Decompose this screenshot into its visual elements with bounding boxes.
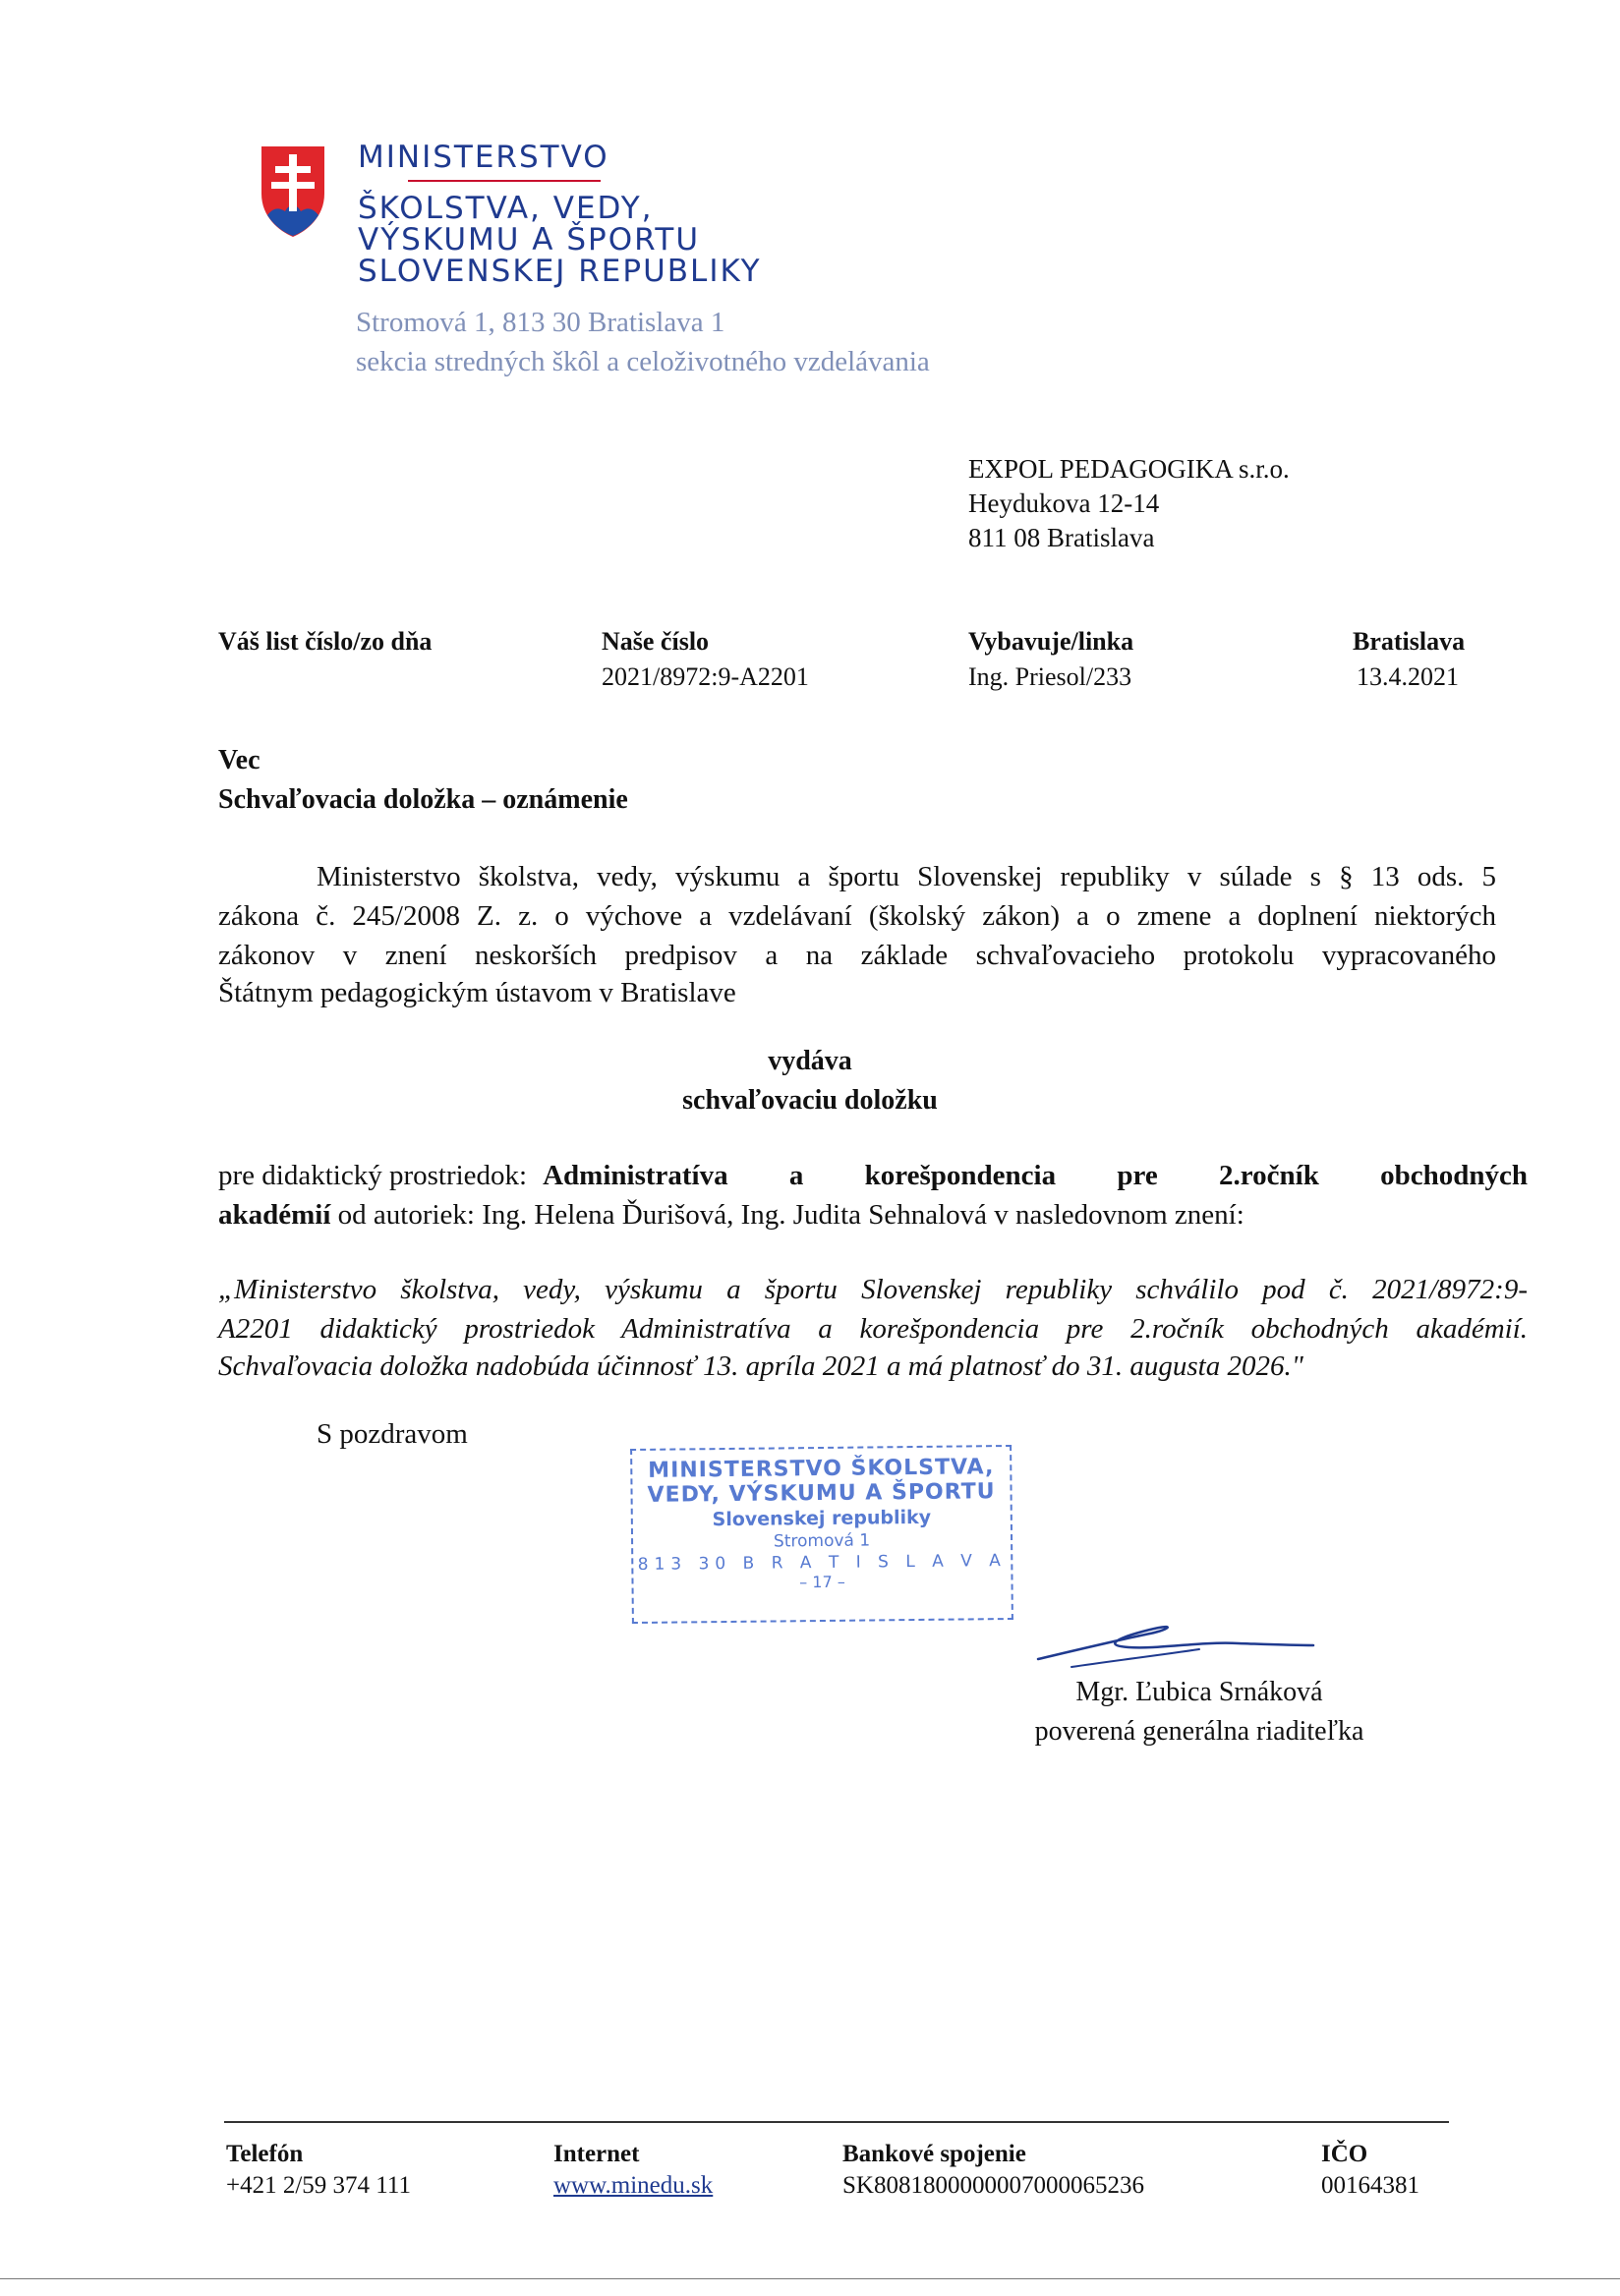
- recipient-street: Heydukova 12-14: [968, 488, 1160, 518]
- bank-account: SK8081800000007000065236: [842, 2172, 1144, 2199]
- ico-label: IČO: [1321, 2141, 1368, 2167]
- issues-verb: vydáva: [768, 1046, 852, 1076]
- website-link[interactable]: www.minedu.sk: [553, 2172, 714, 2199]
- issues-object: schvaľovaciu doložku: [682, 1085, 938, 1116]
- your-letter-label: Váš list číslo/zo dňa: [218, 627, 433, 656]
- org-name-line2: ŠKOLSTVA, VEDY,: [358, 191, 654, 226]
- official-stamp: [630, 1445, 1013, 1624]
- footer-rule: [224, 2121, 1449, 2123]
- body-paragraph-1-line-3: zákonov v znení neskorších predpisov a na základe schvaľovacieho protokolu vypracovaného: [218, 940, 1496, 971]
- stamp-line-3: Slovenskej republiky: [712, 1506, 932, 1531]
- stamp-line-5: 813 30 B R A T I S L A V A: [637, 1551, 1007, 1575]
- signatory-role: poverená generálna riaditeľka: [1034, 1716, 1364, 1747]
- org-section: sekcia stredných škôl a celoživotného vzdelávania: [356, 346, 930, 377]
- stamp-line-6: – 17 –: [799, 1572, 845, 1592]
- stamp-line-2: VEDY, VÝSKUMU A ŠPORTU: [647, 1479, 996, 1508]
- body-paragraph-1-line-2: zákona č. 245/2008 Z. z. o výchove a vzdelávaní (školský zákon) a o zmene a doplnení niektorých: [218, 900, 1496, 932]
- phone-label: Telefón: [226, 2141, 304, 2167]
- org-title-rule: [408, 180, 601, 182]
- place: Bratislava: [1353, 627, 1466, 656]
- org-name-line3: VÝSKUMU A ŠPORTU: [358, 222, 701, 258]
- approval-quote-line-2: A2201 didaktický prostriedok Administratíva a korešpondencia pre 2.ročník obchodných akadémií.: [218, 1313, 1528, 1345]
- stamp-line-4: Stromová 1: [773, 1530, 871, 1552]
- org-address: Stromová 1, 813 30 Bratislava 1: [356, 307, 725, 338]
- recipient-city: 811 08 Bratislava: [968, 523, 1155, 552]
- date: 13.4.2021: [1357, 662, 1459, 691]
- didactic-title-part-1: Administratíva a korešpondencia pre 2.ročník obchodných: [543, 1160, 1528, 1191]
- handled-by-label: Vybavuje/linka: [968, 627, 1134, 656]
- approval-quote-line-1: „Ministerstvo školstva, vedy, výskumu a športu Slovenskej republiky schválilo pod č. 2021/8972:9-: [218, 1274, 1528, 1305]
- approval-quote-line-3: Schvaľovacia doložka nadobúda účinnosť 13. apríla 2021 a má platnosť do 31. augusta 2026.": [218, 1350, 1303, 1382]
- didactic-title-part-2: akadémií: [218, 1199, 331, 1231]
- handled-by: Ing. Priesol/233: [968, 662, 1132, 691]
- page-bottom-rule: [0, 2278, 1620, 2279]
- body-paragraph-1-line-1: Ministerstvo školstva, vedy, výskumu a športu Slovenskej republiky v súlade s § 13 ods. 5: [317, 861, 1496, 892]
- internet-label: Internet: [553, 2141, 640, 2167]
- phone: +421 2/59 374 111: [226, 2172, 411, 2199]
- subject-label: Vec: [218, 745, 260, 775]
- didactic-authors: od autoriek: Ing. Helena Ďurišová, Ing. Judita Sehnalová v nasledovnom znení:: [337, 1199, 1244, 1231]
- org-name-line1: MINISTERSTVO: [358, 140, 609, 175]
- ico: 00164381: [1321, 2172, 1419, 2199]
- our-number: 2021/8972:9-A2201: [602, 662, 809, 691]
- stamp-line-1: MINISTERSTVO ŠKOLSTVA,: [648, 1455, 995, 1483]
- greeting: S pozdravom: [317, 1418, 468, 1450]
- signature-icon: [1032, 1612, 1317, 1677]
- signatory-name: Mgr. Ľubica Srnáková: [1075, 1677, 1323, 1707]
- coat-of-arms-icon: [258, 143, 328, 239]
- our-number-label: Naše číslo: [602, 627, 710, 656]
- subject-title: Schvaľovacia doložka – oznámenie: [218, 784, 628, 815]
- bank-label: Bankové spojenie: [842, 2141, 1026, 2167]
- recipient-name: EXPOL PEDAGOGIKA s.r.o.: [968, 454, 1290, 484]
- body-paragraph-1-line-4: Štátnym pedagogickým ústavom v Bratislave: [218, 977, 736, 1008]
- org-name-line4: SLOVENSKEJ REPUBLIKY: [358, 254, 762, 289]
- body-paragraph-2-line-1: [218, 1156, 1528, 1195]
- body-paragraph-2-line-2: [218, 1195, 1528, 1234]
- didactic-prefix: pre didaktický prostriedok:: [218, 1160, 528, 1191]
